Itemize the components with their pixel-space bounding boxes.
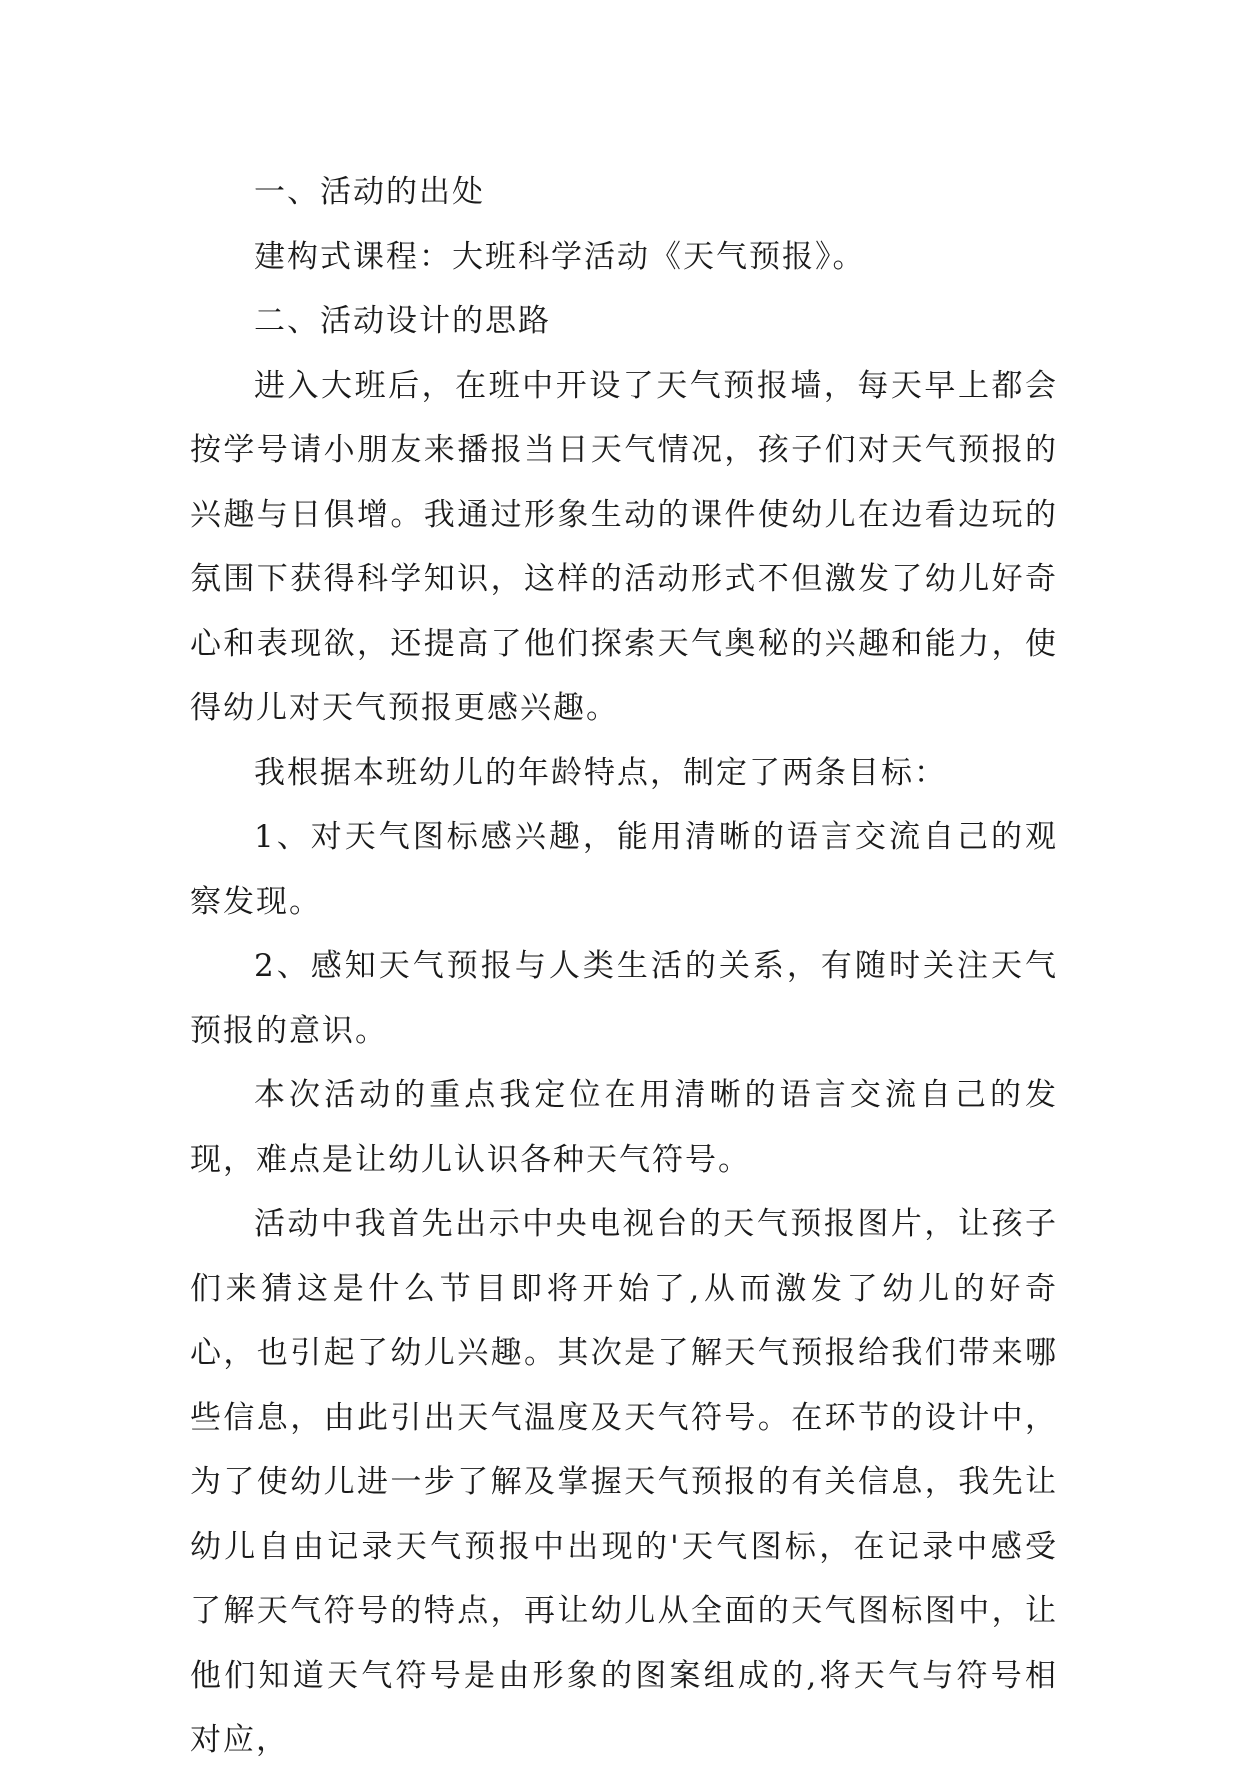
paragraph: 建构式课程：大班科学活动《天气预报》。	[254, 238, 866, 275]
section-heading-1: 一、活动的出处	[254, 174, 485, 210]
paragraph: 本次活动的重点我定位在用清晰的语言交流自己的发现，难点是让幼儿认识各种天气符号。	[190, 1077, 1058, 1178]
document-body	[190, 160, 1058, 1773]
paragraph: 进入大班后，在班中开设了天气预报墙，每天早上都会按学号请小朋友来播报当日天气情况，孩子们对天气预报的兴趣与日俱增。我通过形象生动的课件使幼儿在边看边玩的氛围下获得科学知识，这样的活动形式不但激发了幼儿好奇心和表现欲，还提高了他们探索天气奥秘的兴趣和能力，使得幼儿对天气预报更感兴趣。	[190, 367, 1058, 726]
paragraph: 活动中我首先出示中央电视台的天气预报图片，让孩子们来猜这是什么节目即将开始了,从而激发了幼儿的好奇心，也引起了幼儿兴趣。其次是了解天气预报给我们带来哪些信息，由此引出天气温度及天气符号。在环节的设计中，为了使幼儿进一步了解及掌握天气预报的有关信息，我先让幼儿自由记录天气预报中出现的'天气图标，在记录中感受了解天气符号的特点，再让幼儿从全面的天气图标图中，让他们知道天气符号是由形象的图案组成的,将天气与符号相对应，	[190, 1206, 1058, 1758]
goal-item-1: 1、对天气图标感兴趣，能用清晰的语言交流自己的观察发现。	[190, 819, 1058, 920]
goal-item-2: 2、感知天气预报与人类生活的关系，有随时关注天气预报的意识。	[190, 948, 1058, 1049]
paragraph: 我根据本班幼儿的年龄特点，制定了两条目标：	[254, 754, 947, 791]
section-heading-2: 二、活动设计的思路	[254, 303, 551, 339]
